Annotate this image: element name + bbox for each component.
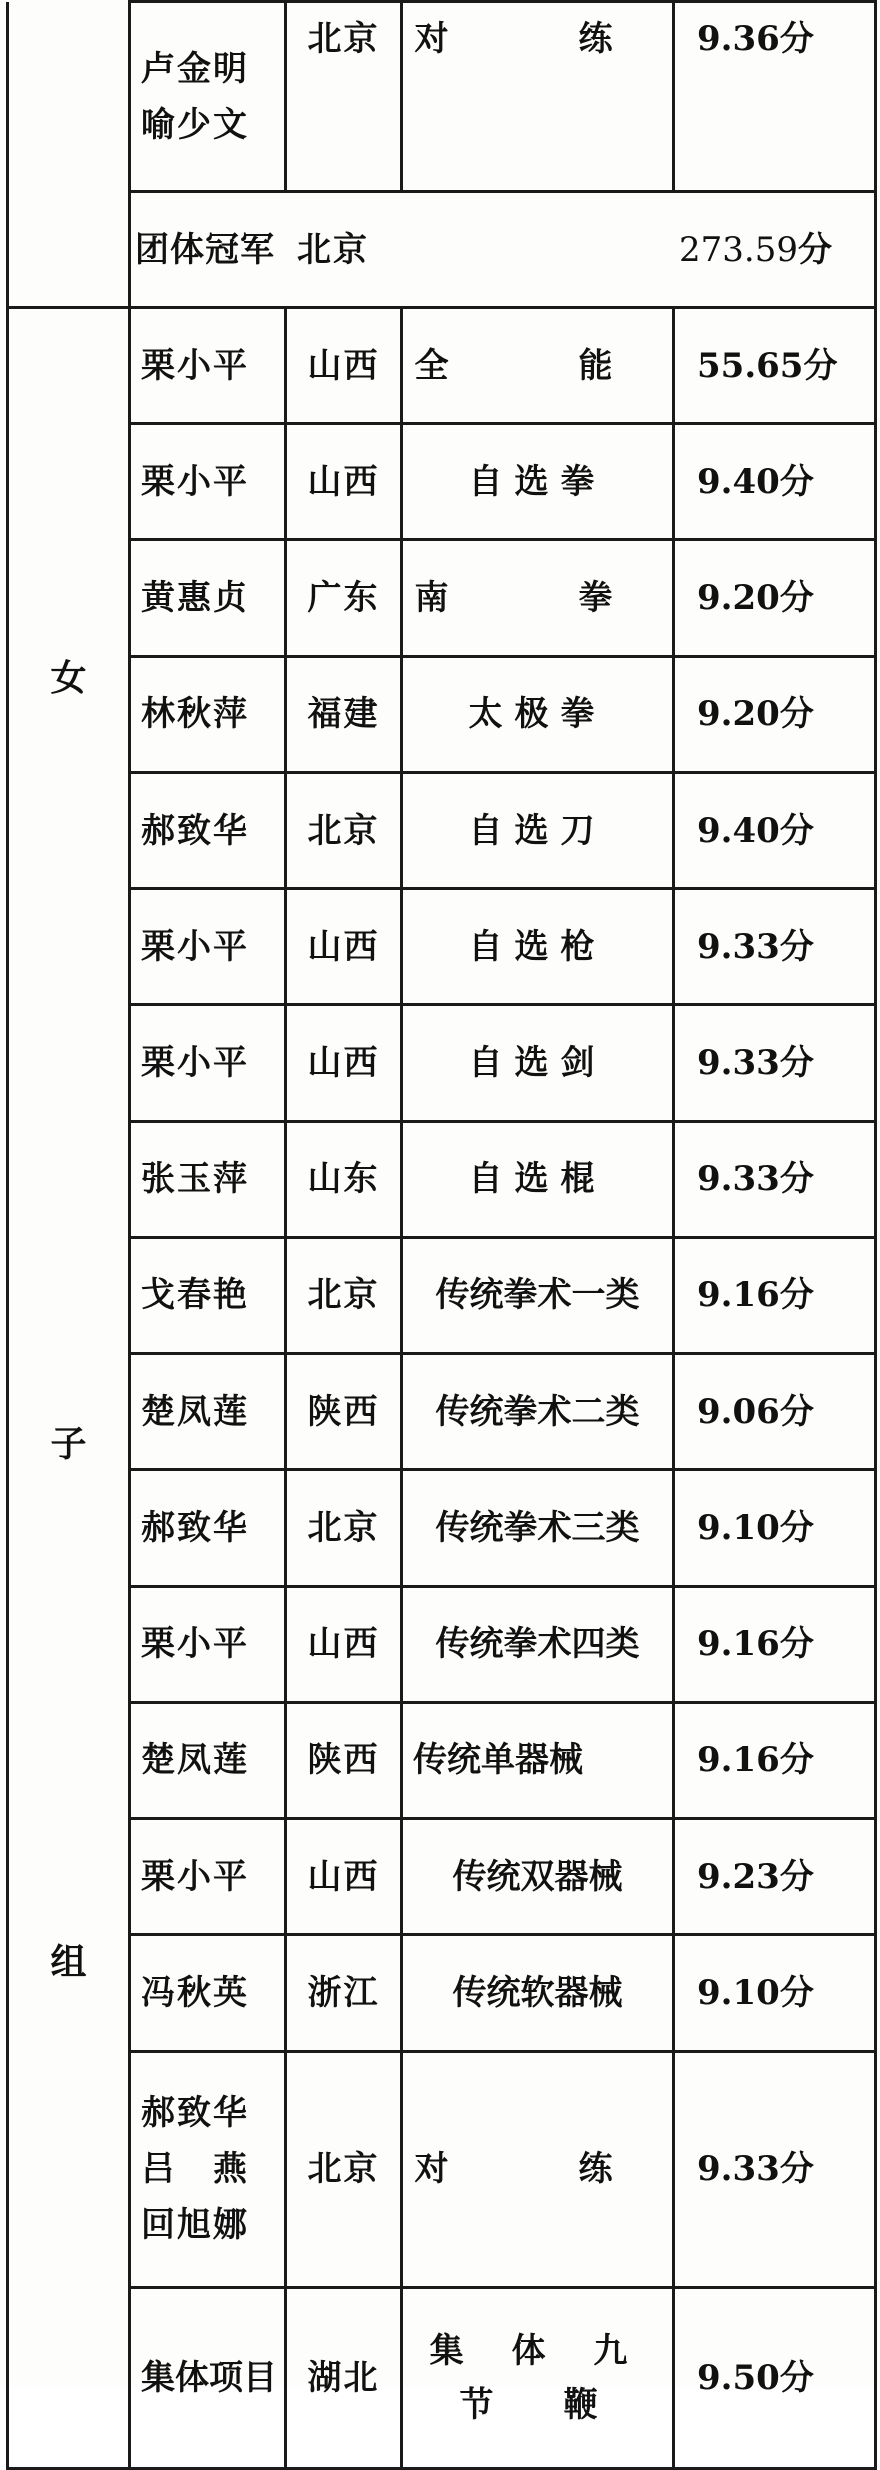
event: 传统拳术三类 xyxy=(402,1470,674,1586)
athlete-name: 黄惠贞 xyxy=(130,540,286,656)
score-unit: 分 xyxy=(779,926,814,967)
score-unit: 分 xyxy=(779,1275,814,1316)
score-value: 9.20 xyxy=(697,578,780,619)
province: 北京 xyxy=(286,1470,402,1586)
group-label-char: 子 xyxy=(50,1424,87,1465)
province: 福建 xyxy=(286,656,402,772)
event: 传统单器械 xyxy=(402,1702,674,1818)
province: 北京 xyxy=(286,2051,402,2288)
event: 传统拳术四类 xyxy=(402,1586,674,1702)
score-unit: 分 xyxy=(779,1624,814,1665)
table-row xyxy=(8,1819,876,1935)
province: 山东 xyxy=(286,1121,402,1237)
athlete-name: 张玉萍 xyxy=(130,1121,286,1237)
score-unit: 分 xyxy=(779,1507,814,1548)
event: 对 练 xyxy=(402,2,674,192)
table-row xyxy=(8,1005,876,1121)
athlete-name: 林秋萍 xyxy=(130,656,286,772)
province: 山西 xyxy=(286,1005,402,1121)
event: 传统软器械 xyxy=(402,1935,674,2051)
athlete-name: 卢金明 xyxy=(141,48,249,89)
team-champion-province: 北京 xyxy=(297,229,369,270)
province: 山西 xyxy=(286,1586,402,1702)
event-line: 节 鞭 xyxy=(459,2385,616,2426)
province: 广东 xyxy=(286,540,402,656)
score-unit: 分 xyxy=(779,2358,814,2399)
table-row xyxy=(8,308,876,424)
score-value: 9.40 xyxy=(697,810,780,851)
table-row xyxy=(8,1586,876,1702)
score-value: 9.16 xyxy=(697,1624,780,1665)
group-label-char: 组 xyxy=(50,1942,87,1983)
team-champion-label: 团体冠军 xyxy=(135,229,275,270)
score-unit: 分 xyxy=(779,1043,814,1084)
event: 传统双器械 xyxy=(402,1819,674,1935)
score-unit: 分 xyxy=(779,19,814,59)
athlete-names xyxy=(130,2051,286,2288)
event: 自选剑 xyxy=(402,1005,674,1121)
score xyxy=(674,1470,876,1586)
score-value: 9.16 xyxy=(697,1740,780,1781)
event: 传统拳术一类 xyxy=(402,1237,674,1353)
event: 自选刀 xyxy=(402,772,674,888)
score xyxy=(674,772,876,888)
score-value: 9.10 xyxy=(697,1972,780,2013)
score-unit: 分 xyxy=(797,229,832,270)
score-value: 9.40 xyxy=(697,461,780,502)
score-value: 9.50 xyxy=(697,2358,780,2399)
table-row xyxy=(8,540,876,656)
table-row xyxy=(8,889,876,1005)
score-value: 9.33 xyxy=(697,1043,780,1084)
province: 浙江 xyxy=(286,1935,402,2051)
score-unit: 分 xyxy=(803,345,838,386)
event: 传统拳术二类 xyxy=(402,1354,674,1470)
score-unit: 分 xyxy=(779,1740,814,1781)
team-champion-cell xyxy=(130,192,876,308)
table-row xyxy=(8,772,876,888)
athlete-name: 栗小平 xyxy=(130,1819,286,1935)
table-row xyxy=(8,2288,876,2469)
table-row xyxy=(8,1354,876,1470)
score xyxy=(674,1237,876,1353)
score-value: 9.23 xyxy=(697,1856,780,1897)
athlete-name: 冯秋英 xyxy=(130,1935,286,2051)
athlete-name: 栗小平 xyxy=(130,889,286,1005)
score xyxy=(674,656,876,772)
score-unit: 分 xyxy=(779,1972,814,2013)
event: 自选枪 xyxy=(402,889,674,1005)
table-row xyxy=(8,1470,876,1586)
province: 北京 xyxy=(286,772,402,888)
event: 自选棍 xyxy=(402,1121,674,1237)
score-value: 9.33 xyxy=(697,2149,780,2190)
athlete-name: 栗小平 xyxy=(130,1586,286,1702)
score-unit: 分 xyxy=(779,1159,814,1200)
athlete-name: 戈春艳 xyxy=(130,1237,286,1353)
event: 对 练 xyxy=(402,2051,674,2288)
athlete-name: 回旭娜 xyxy=(141,2205,249,2246)
group-label-char: 女 xyxy=(50,658,87,699)
team-champion-row xyxy=(8,192,876,308)
score-unit: 分 xyxy=(779,461,814,502)
score-value: 9.10 xyxy=(697,1507,780,1548)
table-row xyxy=(8,424,876,540)
score xyxy=(674,2,876,192)
athlete-name: 郝致华 xyxy=(141,2093,249,2134)
table-row xyxy=(8,656,876,772)
group-cell-men xyxy=(8,2,130,308)
score-value: 55.65 xyxy=(697,345,804,386)
score xyxy=(674,1005,876,1121)
table-row xyxy=(8,1702,876,1818)
score xyxy=(674,889,876,1005)
event: 全 能 xyxy=(402,308,674,424)
athlete-name: 吕 燕 xyxy=(141,2149,249,2190)
athlete-name: 栗小平 xyxy=(130,424,286,540)
table-row xyxy=(8,2,876,192)
athlete-names xyxy=(130,2,286,192)
athlete-name: 栗小平 xyxy=(130,308,286,424)
athlete-name: 喻少文 xyxy=(141,104,249,145)
table-row xyxy=(8,1121,876,1237)
score-value: 9.16 xyxy=(697,1275,780,1316)
score xyxy=(674,540,876,656)
score xyxy=(674,1354,876,1470)
score-value: 9.20 xyxy=(697,694,780,735)
event-line: 集 体 九 xyxy=(429,2331,646,2372)
province: 陕西 xyxy=(286,1354,402,1470)
athlete-name: 郝致华 xyxy=(130,772,286,888)
score-unit: 分 xyxy=(779,694,814,735)
province: 山西 xyxy=(286,889,402,1005)
province: 山西 xyxy=(286,424,402,540)
team-champion-score xyxy=(679,222,832,278)
score xyxy=(674,1935,876,2051)
score xyxy=(674,2051,876,2288)
score-unit: 分 xyxy=(779,2149,814,2190)
event: 太极拳 xyxy=(402,656,674,772)
table-row xyxy=(8,1935,876,2051)
athlete-name: 集体项目 xyxy=(130,2288,286,2469)
score xyxy=(674,1121,876,1237)
province: 湖北 xyxy=(286,2288,402,2469)
score xyxy=(674,308,876,424)
score-unit: 分 xyxy=(779,578,814,619)
group-cell-women xyxy=(8,308,130,2469)
score-value: 273.59 xyxy=(679,229,798,270)
score xyxy=(674,424,876,540)
athlete-name: 郝致华 xyxy=(130,1470,286,1586)
event xyxy=(402,2288,674,2469)
event: 南 拳 xyxy=(402,540,674,656)
score-value: 9.33 xyxy=(697,926,780,967)
province: 北京 xyxy=(286,1237,402,1353)
event: 自选拳 xyxy=(402,424,674,540)
score xyxy=(674,1586,876,1702)
score xyxy=(674,1819,876,1935)
table-row xyxy=(8,2051,876,2288)
score-unit: 分 xyxy=(779,810,814,851)
province: 陕西 xyxy=(286,1702,402,1818)
score-value: 9.36 xyxy=(697,19,780,59)
province: 北京 xyxy=(286,2,402,192)
score-value: 9.06 xyxy=(697,1391,780,1432)
province: 山西 xyxy=(286,1819,402,1935)
score-unit: 分 xyxy=(779,1856,814,1897)
table-row xyxy=(8,1237,876,1353)
score xyxy=(674,1702,876,1818)
score xyxy=(674,2288,876,2469)
score-value: 9.33 xyxy=(697,1159,780,1200)
athlete-name: 栗小平 xyxy=(130,1005,286,1121)
score-unit: 分 xyxy=(779,1391,814,1432)
athlete-name: 楚凤莲 xyxy=(130,1702,286,1818)
athlete-name: 楚凤莲 xyxy=(130,1354,286,1470)
province: 山西 xyxy=(286,308,402,424)
results-table xyxy=(6,0,877,2470)
